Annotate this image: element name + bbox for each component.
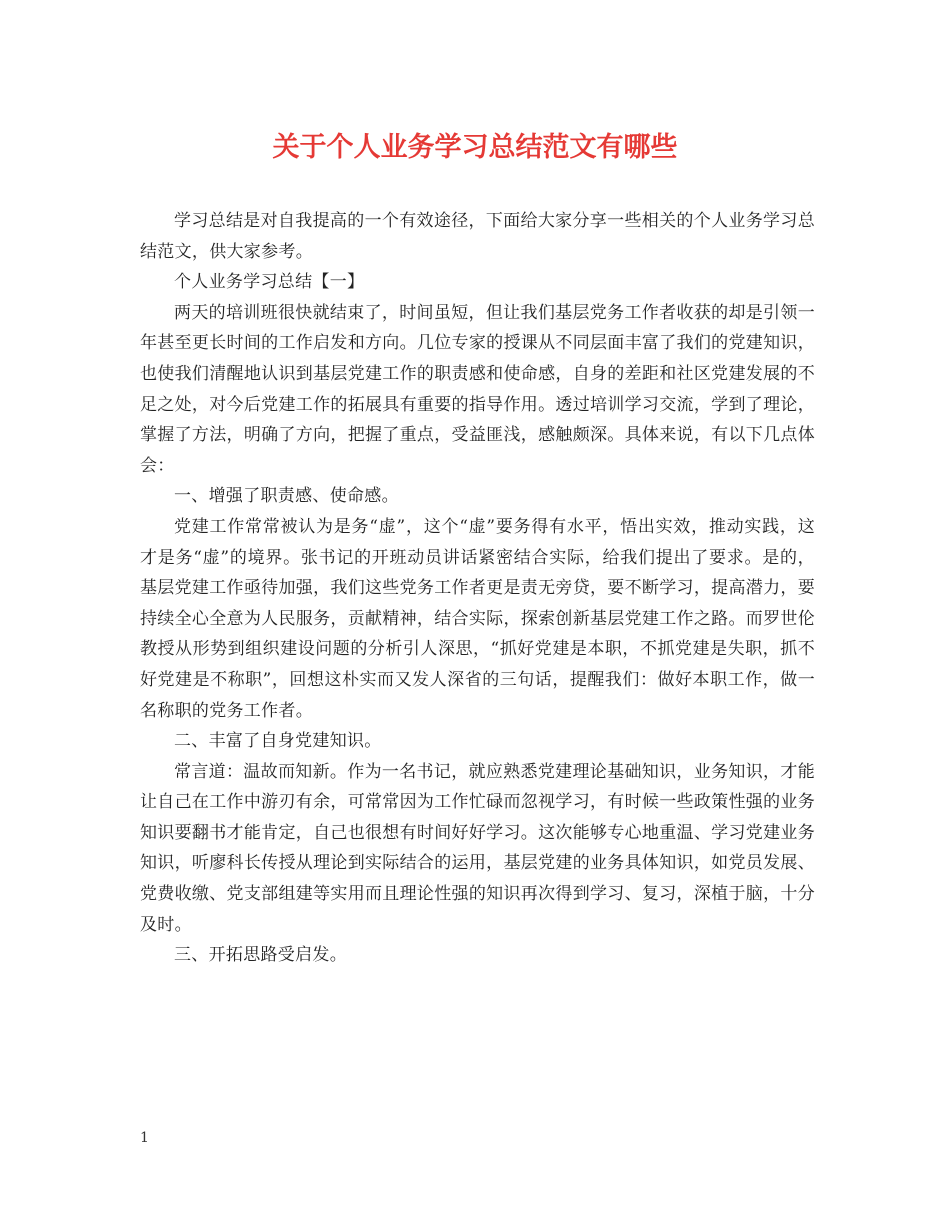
paragraph-intro: 学习总结是对自我提高的一个有效途径，下面给大家分享一些相关的个人业务学习总结范文，供大家参考。 [140,211,815,262]
section-heading-1: 个人业务学习总结【一】 [174,272,365,293]
document-body [140,206,815,971]
paragraph-training: 两天的培训班很快就结束了，时间虽短，但让我们基层党务工作者收获的却是引领一年甚至更长时间的工作启发和方向。几位专家的授课从不同层面丰富了我们的党建知识，也使我们清醒地认识到基层党建工作的职责感和使命感，自身的差距和社区党建发展的不足之处，对今后党建工作的拓展具有重要的指导作用。透过培训学习交流，学到了理论，掌握了方法，明确了方向，把握了重点，受益匪浅，感触颇深。具体来说，有以下几点体会： [140,302,815,476]
document-title: 关于个人业务学习总结范文有哪些 [272,132,678,163]
point-heading-3: 三、开拓思路受启发。 [174,945,347,966]
point-heading-2: 二、丰富了自身党建知识。 [174,731,382,752]
page-number: 1 [140,1130,149,1146]
point-heading-1: 一、增强了职责感、使命感。 [174,486,399,507]
paragraph-point-2: 常言道：温故而知新。作为一名书记，就应熟悉党建理论基础知识，业务知识，才能让自己在工作中游刃有余，可常常因为工作忙碌而忽视学习，有时候一些政策性强的业务知识要翻书才能肯定，自己也很想有时间好好学习。这次能够专心地重温、学习党建业务知识，听廖科长传授从理论到实际结合的运用，基层党建的业务具体知识，如党员发展、党费收缴、党支部组建等实用而且理论性强的知识再次得到学习、复习，深植于脑，十分及时。 [140,761,815,935]
paragraph-point-1: 党建工作常常被认为是务“虚”，这个“虚”要务得有水平，悟出实效，推动实践，这才是务“虚”的境界。张书记的开班动员讲话紧密结合实际，给我们提出了要求。是的，基层党建工作亟待加强，我们这些党务工作者更是责无旁贷，要不断学习，提高潜力，要持续全心全意为人民服务，贡献精神，结合实际，探索创新基层党建工作之路。而罗世伦教授从形势到组织建设问题的分析引人深思，“抓好党建是本职，不抓党建是失职，抓不好党建是不称职”，回想这朴实而又发人深省的三句话，提醒我们：做好本职工作，做一名称职的党务工作者。 [140,516,815,721]
